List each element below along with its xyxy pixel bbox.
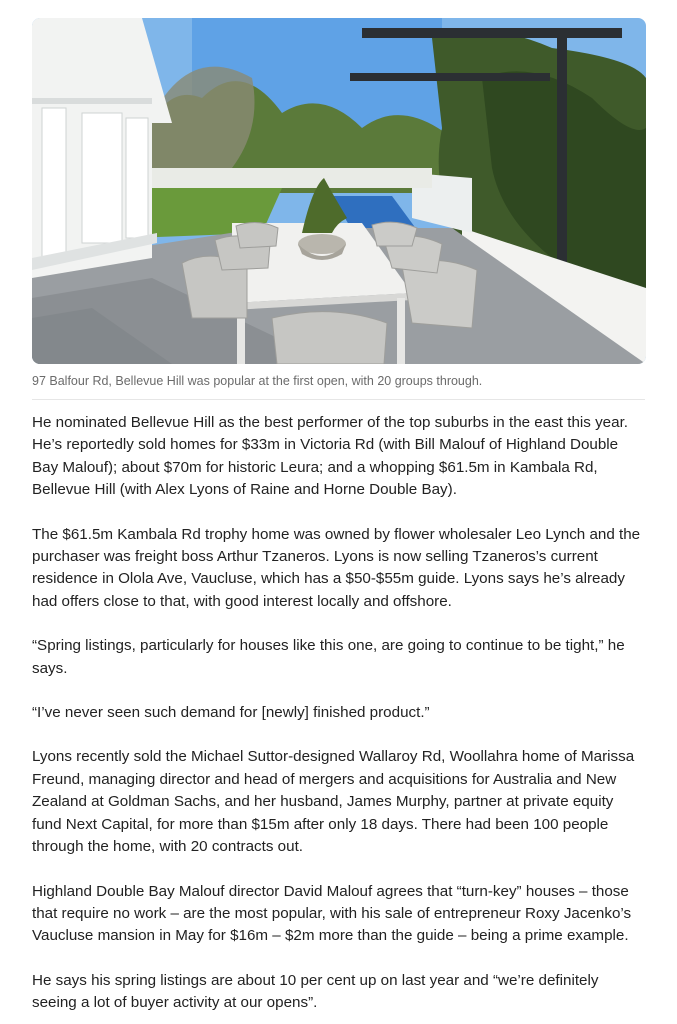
outdoor-dining-photo — [32, 18, 646, 364]
paragraph: “Spring listings, particularly for houses like this one, are going to continue to be tight,” he says. — [32, 637, 625, 677]
paragraph: Lyons recently sold the Michael Suttor-designed Wallaroy Rd, Woollahra home of Marissa Freund, managing director and head of mergers and acquisitions for Australia and New Zealand at Goldman Sachs, and her husband, James Murphy, partner at private equity fund Next Capital, for more than $15m after only 18 days. There had been 100 people through the home, with 20 contracts out. — [32, 748, 635, 856]
paragraph: The $61.5m Kambala Rd trophy home was owned by flower wholesaler Leo Lynch and the purchaser was freight boss Arthur Tzaneros. Lyons is now selling Tzaneros’s current residence in Olola Ave, Vaucluse, which has a $50-$55m guide. Lyons says he’s already had offers close to that, with good interest locally and offshore. — [32, 525, 641, 610]
paragraph: He nominated Bellevue Hill as the best performer of the top suburbs in the east this year. He’s reportedly sold homes for $33m in Victoria Rd (with Bill Malouf of Highland Double Bay Malouf); about $70m for historic Leura; and a whopping $61.5m in Kambala Rd, Bellevue Hill (with Alex Lyons of Raine and Horne Double Bay). — [32, 414, 629, 499]
paragraph: “I’ve never seen such demand for [newly] finished product.” — [32, 704, 430, 722]
article-body — [32, 412, 645, 1015]
paragraph: Highland Double Bay Malouf director David Malouf agrees that “turn-key” houses – those that require no work – are the most popular, with his sale of entrepreneur Roxy Jacenko’s Vaucluse mansion in May for $16m – $2m more than the guide – being a prime example. — [32, 882, 632, 945]
photo-caption: 97 Balfour Rd, Bellevue Hill was popular at the first open, with 20 groups through. — [32, 373, 645, 400]
paragraph: He says his spring listings are about 10 per cent up on last year and “we’re definitely seeing a lot of buyer activity at our opens”. — [32, 971, 599, 1012]
